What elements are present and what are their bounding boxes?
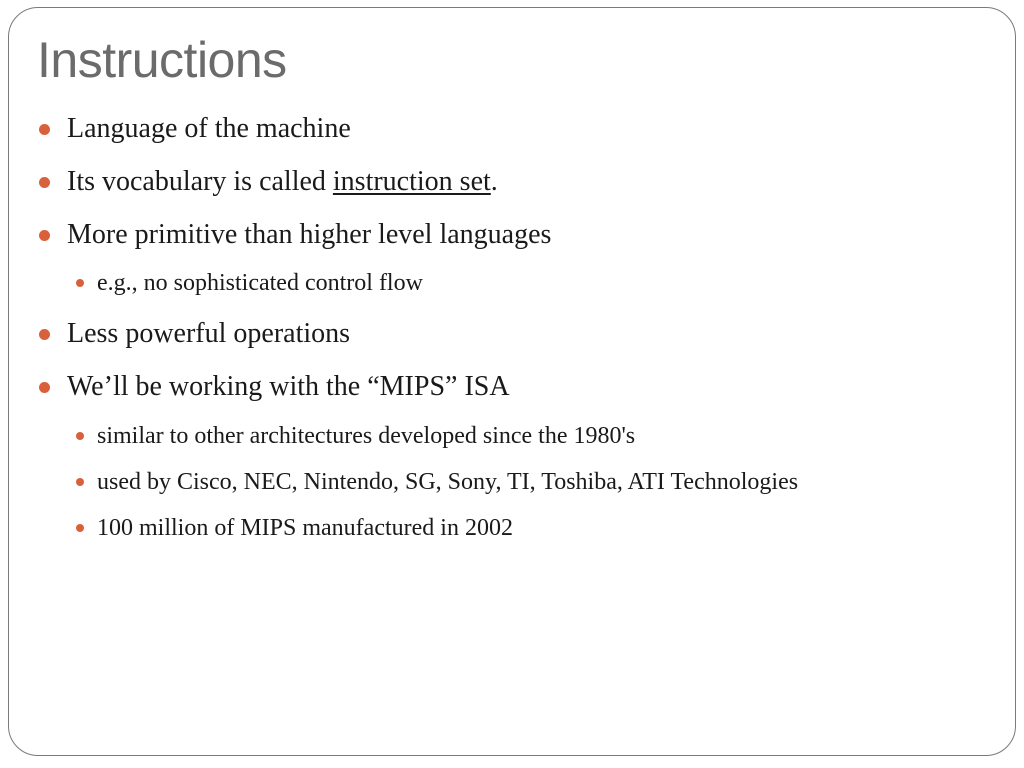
bullet-text: Less powerful operations [67, 318, 351, 349]
sub-bullet-text: 100 million of MIPS manufactured in 2002 [97, 515, 513, 541]
underlined-term: instruction set [332, 166, 491, 197]
sub-bullet-text: used by Cisco, NEC, Nintendo, SG, Sony, TI, Toshiba, ATI Technologies [97, 469, 799, 495]
bullet-text: Language of the machine [67, 113, 351, 144]
sub-bullet-dot-icon [76, 524, 84, 532]
bullet-item [67, 164, 498, 200]
bullet-item [67, 217, 551, 253]
slide-title: Instructions [37, 32, 287, 88]
bullet-dot-icon [39, 124, 50, 135]
bullet-item [67, 316, 350, 352]
bullet-dot-icon [39, 329, 50, 340]
sub-bullet-text: e.g., no sophisticated control flow [97, 270, 423, 296]
bullet-dot-icon [39, 382, 50, 393]
bullet-text-prefix: Its vocabulary is called [67, 166, 333, 197]
sub-bullet-item [97, 421, 635, 451]
sub-bullet-item [97, 513, 513, 543]
bullet-dot-icon [39, 177, 50, 188]
sub-bullet-text: similar to other architectures developed since the 1980's [97, 423, 636, 449]
sub-bullet-dot-icon [76, 432, 84, 440]
bullet-text: We’ll be working with the “MIPS” ISA [67, 371, 510, 402]
sub-bullet-item [97, 268, 423, 298]
sub-bullet-dot-icon [76, 478, 84, 486]
bullet-text: More primitive than higher level languages [67, 219, 552, 250]
sub-bullet-item [97, 467, 798, 497]
sub-bullet-dot-icon [76, 279, 84, 287]
bullet-item [67, 111, 351, 147]
bullet-item [67, 369, 510, 405]
bullet-dot-icon [39, 230, 50, 241]
bullet-text-suffix: . [490, 166, 498, 197]
